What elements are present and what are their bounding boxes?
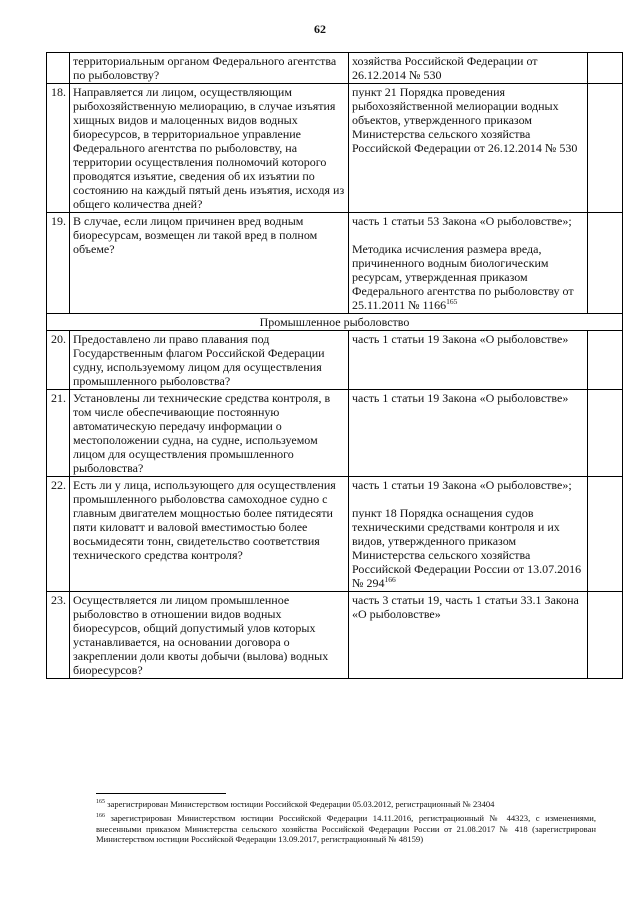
reference-text: Методика исчисления размера вреда, причиненного водным биологическим ресурсам, утвержденная приказом Федерального агентства по рыболовству от 25.11.2011 № 1166 bbox=[352, 242, 574, 312]
reference-cell bbox=[349, 390, 588, 477]
section-row bbox=[47, 314, 623, 331]
reference-text: часть 1 статьи 53 Закона «О рыболовстве»; bbox=[352, 214, 572, 228]
table-row bbox=[47, 331, 623, 390]
footnote-mark: 166 bbox=[384, 575, 396, 584]
table-row bbox=[47, 53, 623, 84]
reference-paragraph bbox=[352, 85, 584, 155]
requirements-table bbox=[46, 52, 623, 679]
section-title: Промышленное рыболовство bbox=[47, 314, 623, 331]
question-cell: Предоставлено ли право плавания под Государственным флагом Российской Федерации судну, используемому лицом для осуществления промышленного рыболовства? bbox=[70, 331, 349, 390]
question-cell: Установлены ли технические средства контроля, в том числе обеспечивающие постоянную автоматическую передачу информации о местоположении судна, на судне, используемом лицом для осуществления промышленного рыболовства? bbox=[70, 390, 349, 477]
reference-cell bbox=[349, 213, 588, 314]
footnote-text: зарегистрирован Министерством юстиции Российской Федерации 05.03.2012, регистрационный № 23404 bbox=[105, 799, 495, 809]
footnotes bbox=[96, 799, 596, 848]
empty-cell bbox=[588, 53, 623, 84]
reference-text: пункт 21 Порядка проведения рыбохозяйственной мелиорации водных объектов, утвержденного приказом Министерства сельского хозяйства Российской Федерации от 26.12.2014 № 530 bbox=[352, 85, 578, 155]
reference-cell bbox=[349, 84, 588, 213]
reference-text: часть 1 статьи 19 Закона «О рыболовстве» bbox=[352, 332, 569, 346]
reference-paragraph bbox=[352, 214, 584, 228]
reference-text: часть 3 статьи 19, часть 1 статьи 33.1 Закона «О рыболовстве» bbox=[352, 593, 579, 621]
row-number: 21. bbox=[47, 390, 70, 477]
footnote-divider bbox=[96, 793, 226, 794]
reference-text: часть 1 статьи 19 Закона «О рыболовстве»; bbox=[352, 478, 572, 492]
row-number: 23. bbox=[47, 592, 70, 679]
question-cell: территориальным органом Федерального агентства по рыболовству? bbox=[70, 53, 349, 84]
footnote-mark: 165 bbox=[446, 297, 458, 306]
reference-text: часть 1 статьи 19 Закона «О рыболовстве» bbox=[352, 391, 569, 405]
footnote-number: 166 bbox=[96, 812, 105, 819]
footnote-number: 165 bbox=[96, 799, 105, 806]
empty-cell bbox=[588, 592, 623, 679]
reference-cell: хозяйства Российской Федерации от 26.12.2014 № 530 bbox=[349, 53, 588, 84]
row-number: 19. bbox=[47, 213, 70, 314]
reference-paragraph bbox=[352, 332, 584, 346]
footnote-text: зарегистрирован Министерством юстиции Российской Федерации 14.11.2016, регистрационный № 44323, с изменениями, внесенными приказом Министерства сельского хозяйства Российской Федерации России от 21.08.2017 № 418 (зарегистрирован Министерством юстиции Российской Федерации 13.09.2017, регистрационный № 48159) bbox=[96, 812, 596, 845]
table-row bbox=[47, 213, 623, 314]
reference-cell bbox=[349, 331, 588, 390]
question-cell: Осуществляется ли лицом промышленное рыболовство в отношении видов водных биоресурсов, общий допустимый улов которых устанавливается, на основании договора о закреплении доли квоты добычи (вылова) водных биоресурсов? bbox=[70, 592, 349, 679]
table-row bbox=[47, 390, 623, 477]
reference-text: пункт 18 Порядка оснащения судов техническими средствами контроля и их видов, утвержденного приказом Министерства сельского хозяйства Российской Федерации России от 13.07.2016 № 294 bbox=[352, 506, 582, 590]
empty-cell bbox=[588, 84, 623, 213]
footnote bbox=[96, 813, 596, 845]
empty-cell bbox=[588, 331, 623, 390]
reference-paragraph bbox=[352, 242, 584, 312]
empty-cell bbox=[588, 213, 623, 314]
question-cell: В случае, если лицом причинен вред водным биоресурсам, возмещен ли такой вред в полном объеме? bbox=[70, 213, 349, 314]
question-cell: Есть ли у лица, использующего для осуществления промышленного рыболовства самоходное судно с главным двигателем мощностью более пятидесяти пяти киловатт и валовой вместимостью более восьмидесяти тонн, свидетельство соответствия технического средства контроля? bbox=[70, 477, 349, 592]
footnote bbox=[96, 799, 596, 810]
question-cell: Направляется ли лицом, осуществляющим рыбохозяйственную мелиорацию, в случае изъятия хищных видов и малоценных видов водных биоресурсов, в территориальное управление Федерального агентства по рыболовству, на территории осуществления полномочий которого проводятся изъятие, сведения об их изъятии по состоянию на каждый пятый день изъятия, исходя из общего количества дней? bbox=[70, 84, 349, 213]
row-number: 18. bbox=[47, 84, 70, 213]
empty-cell bbox=[588, 390, 623, 477]
page-number: 62 bbox=[314, 22, 326, 36]
reference-cell bbox=[349, 592, 588, 679]
row-number: 20. bbox=[47, 331, 70, 390]
reference-paragraph bbox=[352, 593, 584, 621]
reference-cell bbox=[349, 477, 588, 592]
reference-paragraph bbox=[352, 391, 584, 405]
reference-paragraph bbox=[352, 506, 584, 590]
row-number bbox=[47, 53, 70, 84]
reference-paragraph bbox=[352, 478, 584, 492]
row-number: 22. bbox=[47, 477, 70, 592]
table-row bbox=[47, 84, 623, 213]
table-row bbox=[47, 592, 623, 679]
empty-cell bbox=[588, 477, 623, 592]
table-row bbox=[47, 477, 623, 592]
